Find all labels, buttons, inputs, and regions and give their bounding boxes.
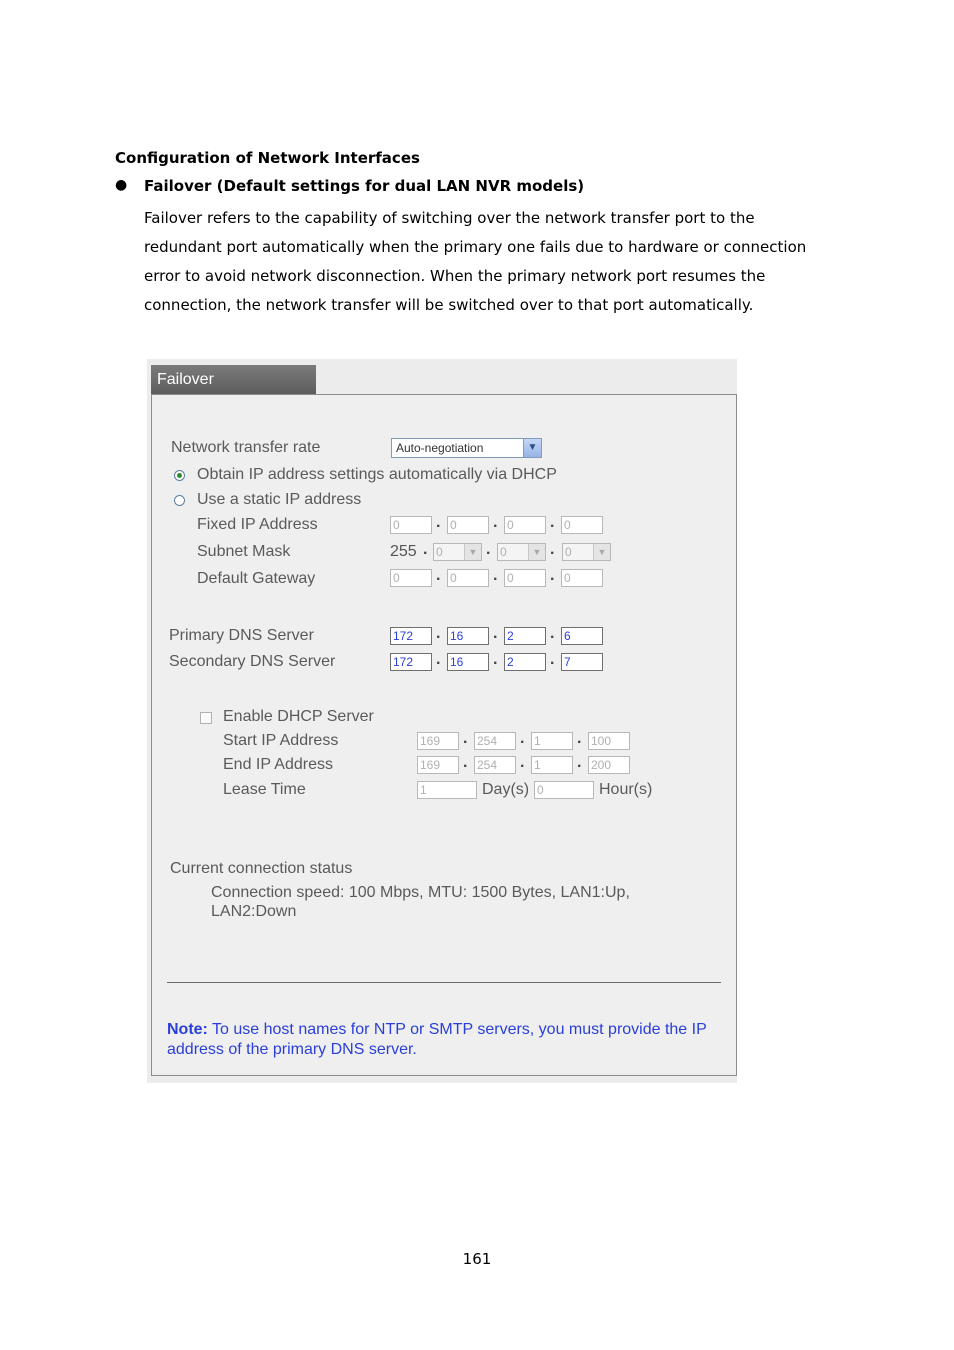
subnet-mask-octet-2-value: 0: [436, 545, 443, 559]
default-gateway-label: Default Gateway: [197, 570, 316, 587]
octet-separator: .: [463, 754, 468, 771]
gateway-octet-3[interactable]: 0: [504, 569, 546, 587]
divider: [167, 982, 721, 983]
tab-failover[interactable]: Failover: [151, 365, 316, 395]
dhcp-option-label: Obtain IP address settings automatically via DHCP: [197, 466, 557, 483]
fixed-ip-octet-3[interactable]: 0: [504, 516, 546, 534]
fixed-ip-octet-4[interactable]: 0: [561, 516, 603, 534]
fixed-ip-octet-1[interactable]: 0: [390, 516, 432, 534]
enable-dhcp-checkbox[interactable]: [200, 712, 212, 724]
primary-dns-octet-3[interactable]: 2: [504, 627, 546, 645]
octet-separator: .: [493, 567, 498, 584]
paragraph-line: redundant port automatically when the primary one fails due to hardware or connection: [144, 238, 807, 256]
connection-status-label: Current connection status: [170, 860, 353, 877]
primary-dns-octet-2[interactable]: 16: [447, 627, 489, 645]
octet-separator: .: [463, 730, 468, 747]
octet-separator: .: [550, 651, 555, 668]
end-ip-octet-3[interactable]: 1: [531, 756, 573, 774]
connection-status-line-2: LAN2:Down: [211, 903, 297, 920]
octet-separator: .: [493, 651, 498, 668]
octet-separator: .: [436, 514, 441, 531]
dhcp-radio[interactable]: [174, 470, 185, 481]
octet-separator: .: [550, 514, 555, 531]
octet-separator: .: [423, 541, 428, 558]
subnet-mask-octet-4[interactable]: [562, 543, 611, 561]
enable-dhcp-label: Enable DHCP Server: [223, 708, 374, 725]
subnet-mask-octet-2[interactable]: [433, 543, 482, 561]
start-ip-octet-1[interactable]: 169: [417, 732, 459, 750]
octet-separator: .: [550, 625, 555, 642]
bullet-icon: ●: [115, 177, 128, 193]
subnet-mask-octet-3[interactable]: [497, 543, 546, 561]
octet-separator: .: [550, 567, 555, 584]
static-ip-radio[interactable]: [174, 495, 185, 506]
end-ip-octet-1[interactable]: 169: [417, 756, 459, 774]
start-ip-octet-2[interactable]: 254: [474, 732, 516, 750]
connection-status-line-1: Connection speed: 100 Mbps, MTU: 1500 Bytes, LAN1:Up,: [211, 884, 630, 901]
gateway-octet-2[interactable]: 0: [447, 569, 489, 587]
description-paragraph: [144, 204, 854, 320]
document-heading: Configuration of Network Interfaces: [115, 149, 420, 167]
transfer-rate-select[interactable]: [391, 438, 542, 458]
octet-separator: .: [436, 567, 441, 584]
octet-separator: .: [550, 541, 555, 558]
octet-separator: .: [520, 730, 525, 747]
secondary-dns-octet-1[interactable]: 172: [390, 653, 432, 671]
chevron-down-icon[interactable]: ▼: [523, 439, 541, 457]
octet-separator: .: [436, 651, 441, 668]
secondary-dns-octet-2[interactable]: 16: [447, 653, 489, 671]
transfer-rate-value: Auto-negotiation: [396, 441, 484, 455]
dns-note: [167, 1020, 717, 1060]
note-prefix: Note:: [167, 1021, 208, 1038]
secondary-dns-octet-4[interactable]: 7: [561, 653, 603, 671]
static-option-label: Use a static IP address: [197, 491, 362, 508]
lease-days-unit: Day(s): [482, 781, 530, 798]
octet-separator: .: [486, 541, 491, 558]
lease-hours-input[interactable]: 0: [534, 781, 594, 799]
octet-separator: .: [577, 754, 582, 771]
note-text: To use host names for NTP or SMTP servers, you must provide the IP address of the primary DNS server.: [167, 1021, 707, 1058]
subnet-mask-octet-3-value: 0: [500, 545, 507, 559]
secondary-dns-octet-3[interactable]: 2: [504, 653, 546, 671]
chevron-down-icon[interactable]: ▼: [528, 544, 545, 560]
chevron-down-icon[interactable]: ▼: [464, 544, 481, 560]
end-ip-octet-4[interactable]: 200: [588, 756, 630, 774]
paragraph-line: Failover refers to the capability of switching over the network transfer port to the: [144, 209, 755, 227]
transfer-rate-label: Network transfer rate: [171, 439, 321, 456]
subnet-mask-octet-4-value: 0: [565, 545, 572, 559]
lease-hours-unit: Hour(s): [599, 781, 653, 798]
lease-days-input[interactable]: 1: [417, 781, 477, 799]
octet-separator: .: [493, 625, 498, 642]
octet-separator: .: [436, 625, 441, 642]
end-ip-octet-2[interactable]: 254: [474, 756, 516, 774]
page-number: 161: [462, 1250, 492, 1268]
bullet-title: Failover (Default settings for dual LAN NVR models): [144, 177, 585, 195]
gateway-octet-4[interactable]: 0: [561, 569, 603, 587]
primary-dns-octet-4[interactable]: 6: [561, 627, 603, 645]
gateway-octet-1[interactable]: 0: [390, 569, 432, 587]
secondary-dns-label: Secondary DNS Server: [169, 653, 336, 670]
start-ip-octet-3[interactable]: 1: [531, 732, 573, 750]
chevron-down-icon[interactable]: ▼: [593, 544, 610, 560]
start-ip-octet-4[interactable]: 100: [588, 732, 630, 750]
paragraph-line: error to avoid network disconnection. When the primary network port resumes the: [144, 267, 766, 285]
primary-dns-label: Primary DNS Server: [169, 627, 314, 644]
octet-separator: .: [577, 730, 582, 747]
fixed-ip-label: Fixed IP Address: [197, 516, 318, 533]
octet-separator: .: [493, 514, 498, 531]
subnet-mask-first-octet: 255: [390, 543, 417, 560]
start-ip-label: Start IP Address: [223, 732, 339, 749]
primary-dns-octet-1[interactable]: 172: [390, 627, 432, 645]
octet-separator: .: [520, 754, 525, 771]
lease-time-label: Lease Time: [223, 781, 306, 798]
end-ip-label: End IP Address: [223, 756, 333, 773]
paragraph-line: connection, the network transfer will be switched over to that port automatically.: [144, 296, 754, 314]
subnet-mask-label: Subnet Mask: [197, 543, 291, 560]
fixed-ip-octet-2[interactable]: 0: [447, 516, 489, 534]
